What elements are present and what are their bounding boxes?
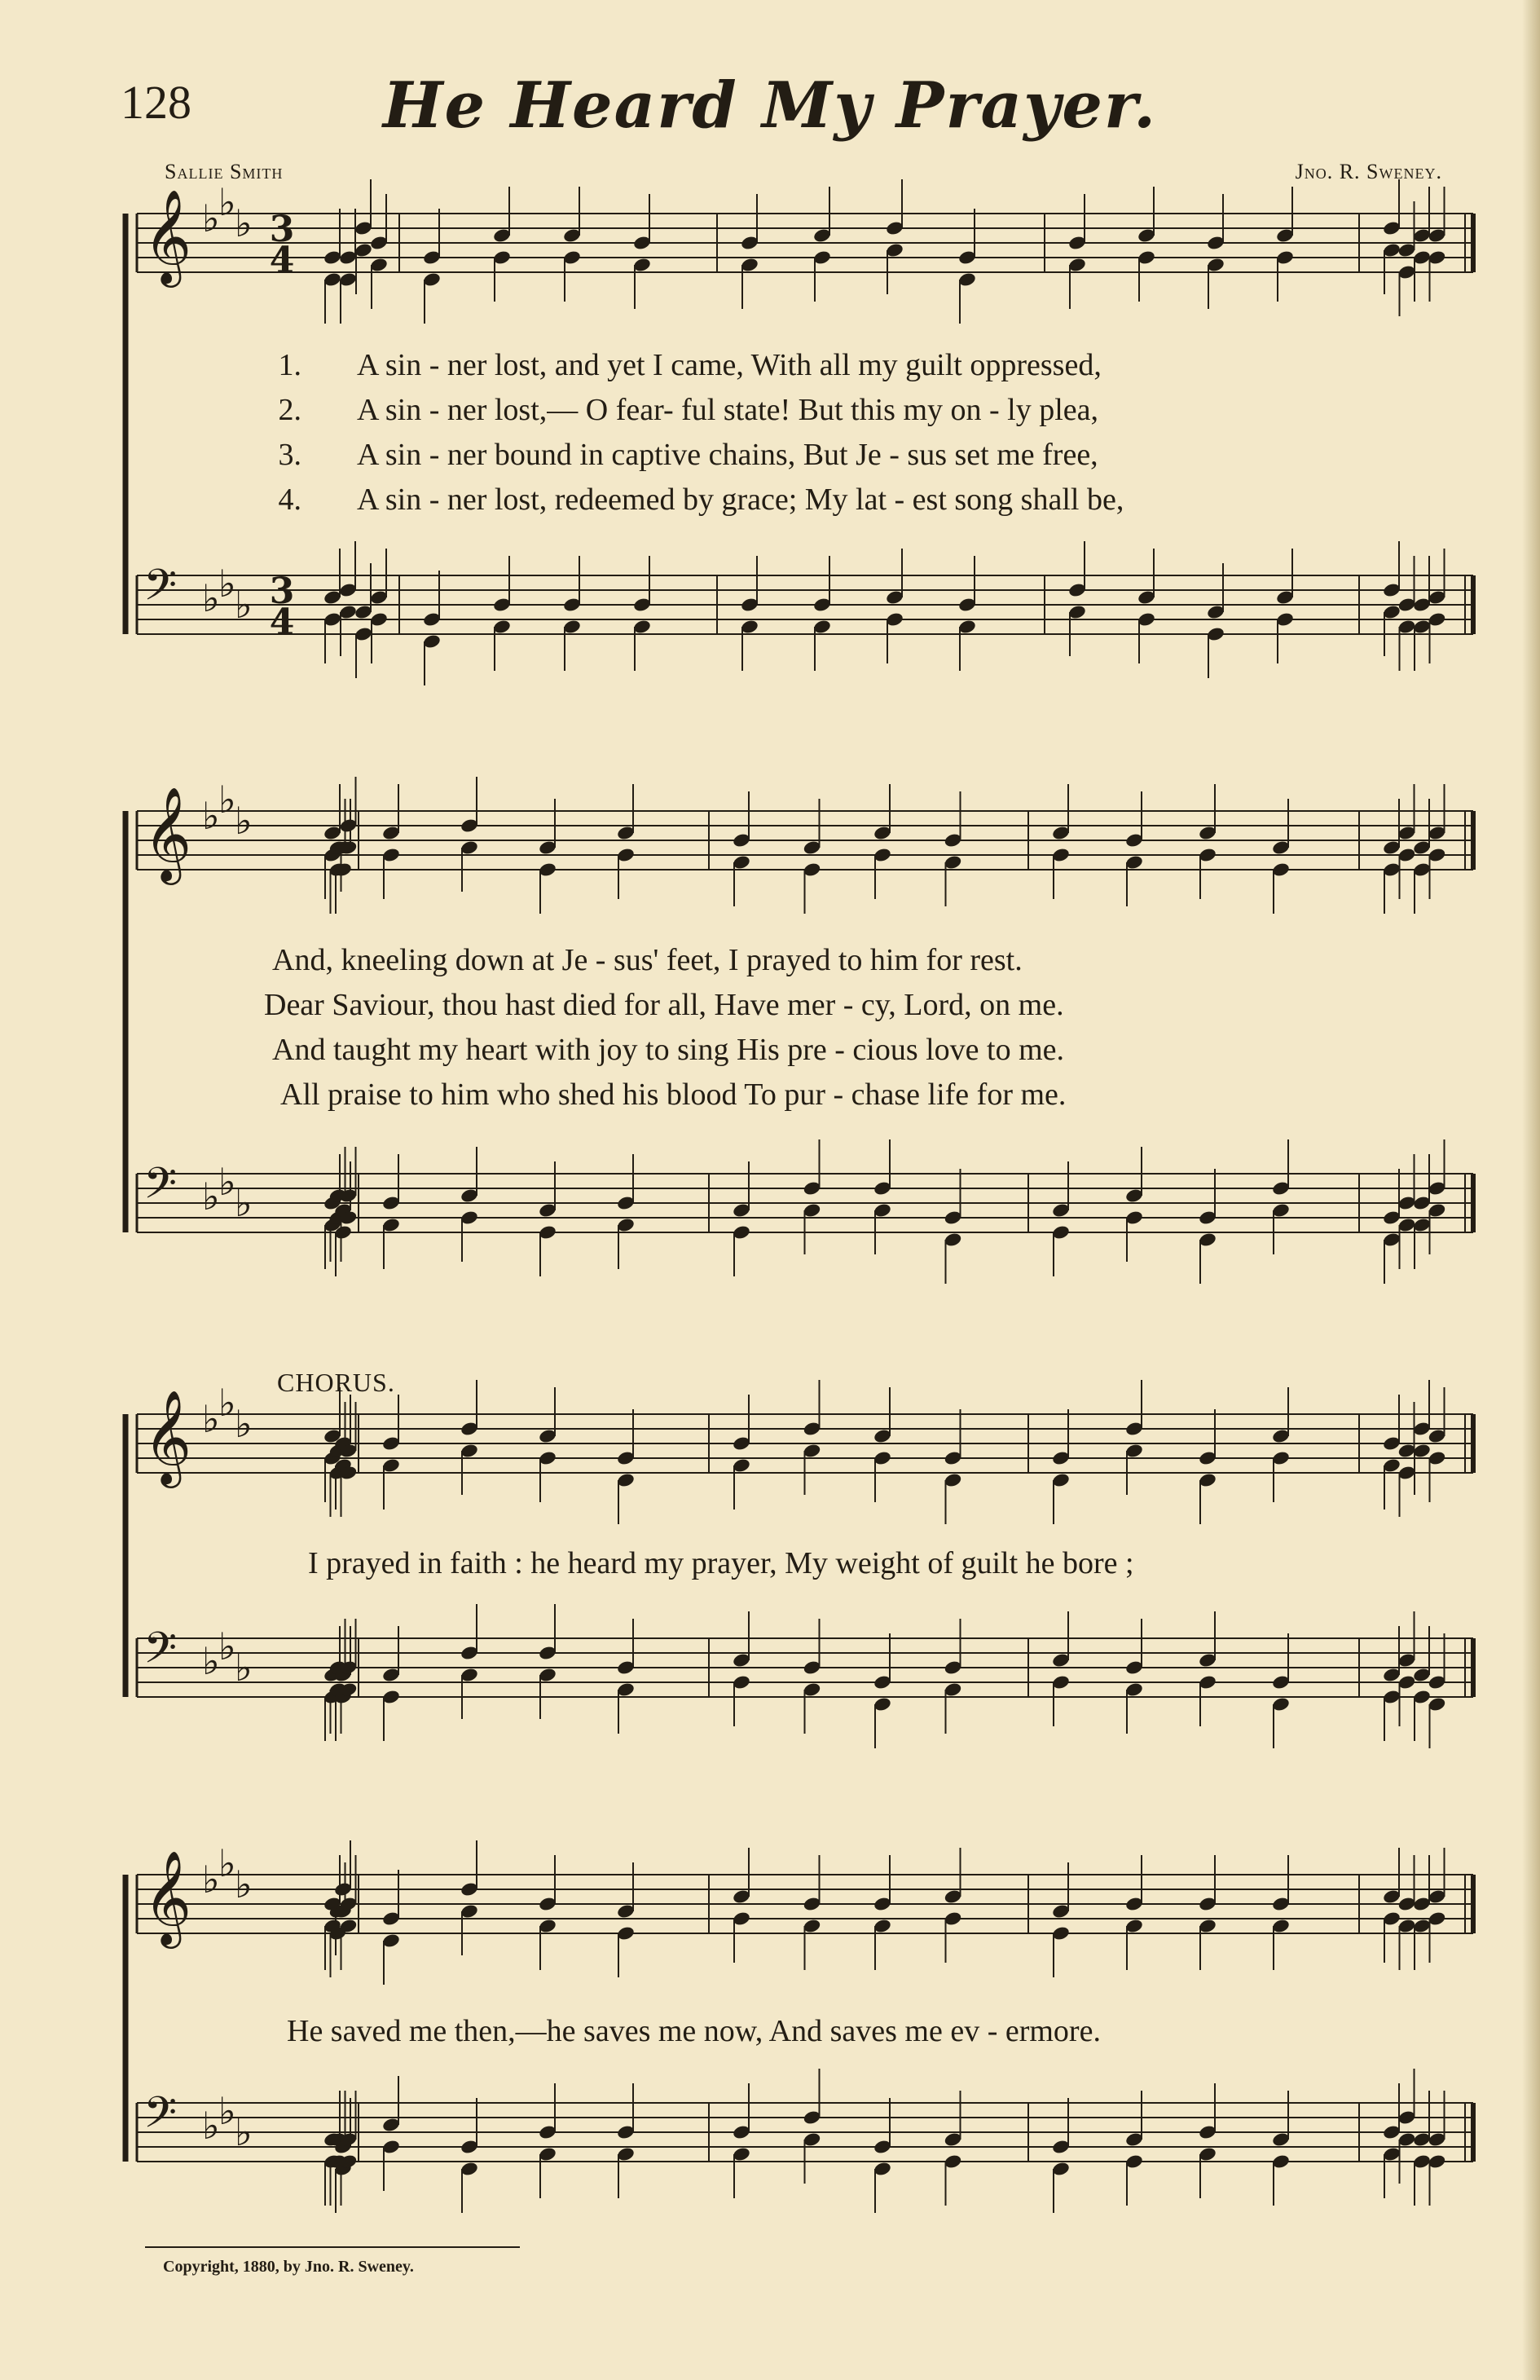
verse-number: 3. [278,438,301,472]
time-signature-top: 3 [269,209,295,250]
flat-sign-icon: ♭ [202,794,220,838]
bass-clef-icon: 𝄢 [143,1159,178,1219]
verse-text: A sin - ner bound in captive chains, But Je - sus set me free, [357,438,1098,472]
treble-clef-icon: 𝄞 [143,1849,192,1945]
time-signature-top: 3 [269,571,295,612]
flat-sign-icon: ♭ [202,1397,220,1441]
treble-clef-icon: 𝄞 [143,1389,192,1484]
flat-sign-icon: ♭ [218,562,236,606]
flat-sign-icon: ♭ [202,1175,220,1219]
verse-2-line-2: Dear Saviour, thou hast died for all, Have mer - cy, Lord, on me. [264,988,1064,1022]
bass-clef-icon: 𝄢 [143,2088,178,2149]
hymn-title: He Heard My Prayer. [382,68,1158,143]
flat-sign-icon: ♭ [235,1862,253,1906]
author-credit: Sallie Smith [165,160,284,183]
flat-sign-icon: ♭ [218,2089,236,2133]
verse-number: 2. [278,393,301,427]
flat-sign-icon: ♭ [235,799,253,843]
flat-sign-icon: ♭ [218,1381,236,1425]
flat-sign-icon: ♭ [202,2104,220,2148]
flat-sign-icon: ♭ [235,2110,253,2154]
flat-sign-icon: ♭ [202,196,220,240]
flat-sign-icon: ♭ [235,1181,253,1225]
flat-sign-icon: ♭ [235,1646,253,1690]
chorus-line-1: I prayed in faith : he heard my prayer, My weight of guilt he bore ; [308,1546,1134,1580]
flat-sign-icon: ♭ [218,1160,236,1204]
flat-sign-icon: ♭ [235,583,253,627]
verse-text: A sin - ner lost, redeemed by grace; My lat - est song shall be, [357,483,1124,517]
bass-clef-icon: 𝄢 [143,561,178,621]
bass-clef-icon: 𝄢 [143,1624,178,1684]
chorus-label: CHORUS. [277,1368,395,1397]
verse-text: A sin - ner lost, and yet I came, With all my guilt oppressed, [357,348,1102,382]
time-signature-bottom: 4 [269,602,295,643]
composer-credit: Jno. R. Sweney. [1295,160,1442,183]
treble-clef-icon: 𝄞 [143,786,192,881]
treble-clef-icon: 𝄞 [143,188,192,284]
copyright-notice: Copyright, 1880, by Jno. R. Sweney. [163,2258,414,2276]
flat-sign-icon: ♭ [202,576,220,620]
page-number: 128 [121,76,191,129]
flat-sign-icon: ♭ [218,778,236,822]
verse-number: 1. [278,348,301,382]
flat-sign-icon: ♭ [202,1639,220,1683]
verse-number: 4. [278,483,301,517]
time-signature-bottom: 4 [269,240,295,281]
flat-sign-icon: ♭ [218,180,236,224]
flat-sign-icon: ♭ [235,201,253,245]
flat-sign-icon: ♭ [218,1624,236,1668]
verse-3-line-2: And taught my heart with joy to sing His pre - cious love to me. [272,1033,1065,1067]
verse-1-line-2: And, kneeling down at Je - sus' feet, I prayed to him for rest. [272,943,1023,977]
footnote-rule [145,2246,520,2248]
flat-sign-icon: ♭ [218,1841,236,1885]
chorus-line-2: He saved me then,—he saves me now, And saves me ev - ermore. [287,2014,1101,2048]
verse-4-line-2: All praise to him who shed his blood To pur - chase life for me. [280,1078,1067,1112]
flat-sign-icon: ♭ [235,1402,253,1446]
flat-sign-icon: ♭ [202,1858,220,1902]
verse-text: A sin - ner lost,— O fear- ful state! But this my on - ly plea, [357,393,1099,427]
